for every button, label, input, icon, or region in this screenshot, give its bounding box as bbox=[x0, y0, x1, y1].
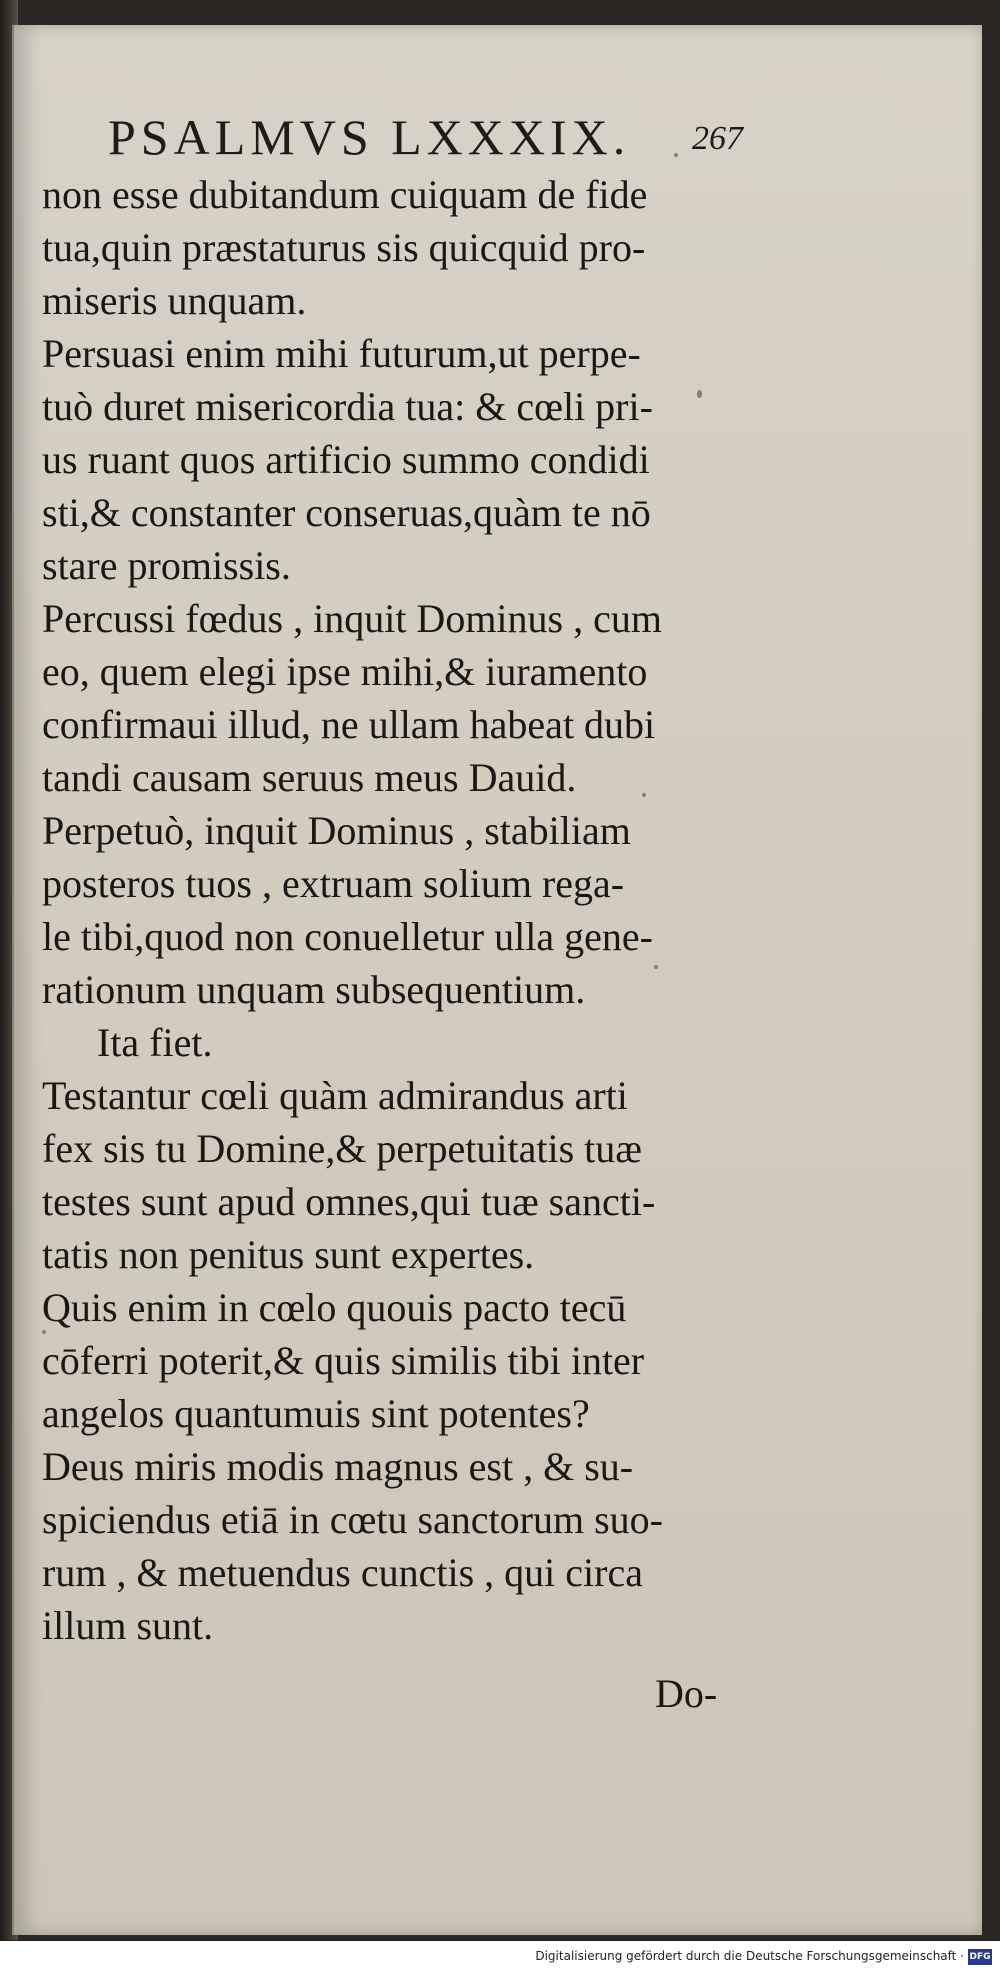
text-line: testes sunt apud omnes,qui tuæ sancti- bbox=[42, 1179, 656, 1224]
text-line: cōferri poterit,& quis similis tibi inter bbox=[42, 1338, 645, 1383]
text-line: rum , & metuendus cunctis , qui circa bbox=[42, 1550, 643, 1595]
text-line: confirmaui illud, ne ullam habeat dubi bbox=[42, 702, 656, 747]
dfg-logo-icon: DFG bbox=[968, 1949, 992, 1965]
text-line: Deus miris modis magnus est , & su- bbox=[42, 1444, 634, 1489]
text-line: fex sis tu Domine,& perpetuitatis tuæ bbox=[42, 1126, 642, 1171]
page-number: 267 bbox=[692, 120, 743, 157]
text-line: rationum unquam subsequentium. bbox=[42, 967, 586, 1012]
body-text bbox=[42, 168, 802, 1652]
running-head: PSALMVS LXXXIX. bbox=[108, 109, 631, 165]
footer-credit: Digitalisierung gefördert durch die Deutsche Forschungsgemeinschaft · bbox=[535, 1949, 964, 1963]
text-line: non esse dubitandum cuiquam de fide bbox=[42, 172, 648, 217]
text-line: stare promissis. bbox=[42, 543, 291, 588]
text-line: tandi causam seruus meus Dauid. bbox=[42, 755, 577, 800]
page-speck bbox=[674, 153, 678, 157]
text-line: Quis enim in cœlo quouis pacto tecū bbox=[42, 1285, 627, 1330]
text-line: Perpetuò, inquit Dominus , stabiliam bbox=[42, 808, 631, 853]
text-line: spiciendus etiā in cœtu sanctorum suo- bbox=[42, 1497, 663, 1542]
text-line: eo, quem elegi ipse mihi,& iuramento bbox=[42, 649, 648, 694]
text-line: illum sunt. bbox=[42, 1603, 214, 1648]
digitization-footer bbox=[0, 1941, 1000, 1971]
text-line: sti,& constanter conseruas,quàm te nō bbox=[42, 490, 651, 535]
text-line: posteros tuos , extruam solium rega- bbox=[42, 861, 625, 906]
text-line: us ruant quos artificio summo condidi bbox=[42, 437, 650, 482]
text-line: tuò duret misericordia tua: & cœli pri- bbox=[42, 384, 653, 429]
text-line: Ita fiet. bbox=[97, 1020, 213, 1065]
text-line: Percussi fœdus , inquit Dominus , cum bbox=[42, 596, 662, 641]
text-line: tatis non penitus sunt expertes. bbox=[42, 1232, 535, 1277]
text-line: tua,quin præstaturus sis quicquid pro- bbox=[42, 225, 646, 270]
text-line: miseris unquam. bbox=[42, 278, 307, 323]
text-line: angelos quantumuis sint potentes? bbox=[42, 1391, 590, 1436]
text-line: Persuasi enim mihi futurum,ut perpe- bbox=[42, 331, 641, 376]
text-line: le tibi,quod non conuelletur ulla gene- bbox=[42, 914, 653, 959]
text-line: Testantur cœli quàm admirandus arti bbox=[42, 1073, 628, 1118]
catchword: Do- bbox=[655, 1671, 718, 1716]
